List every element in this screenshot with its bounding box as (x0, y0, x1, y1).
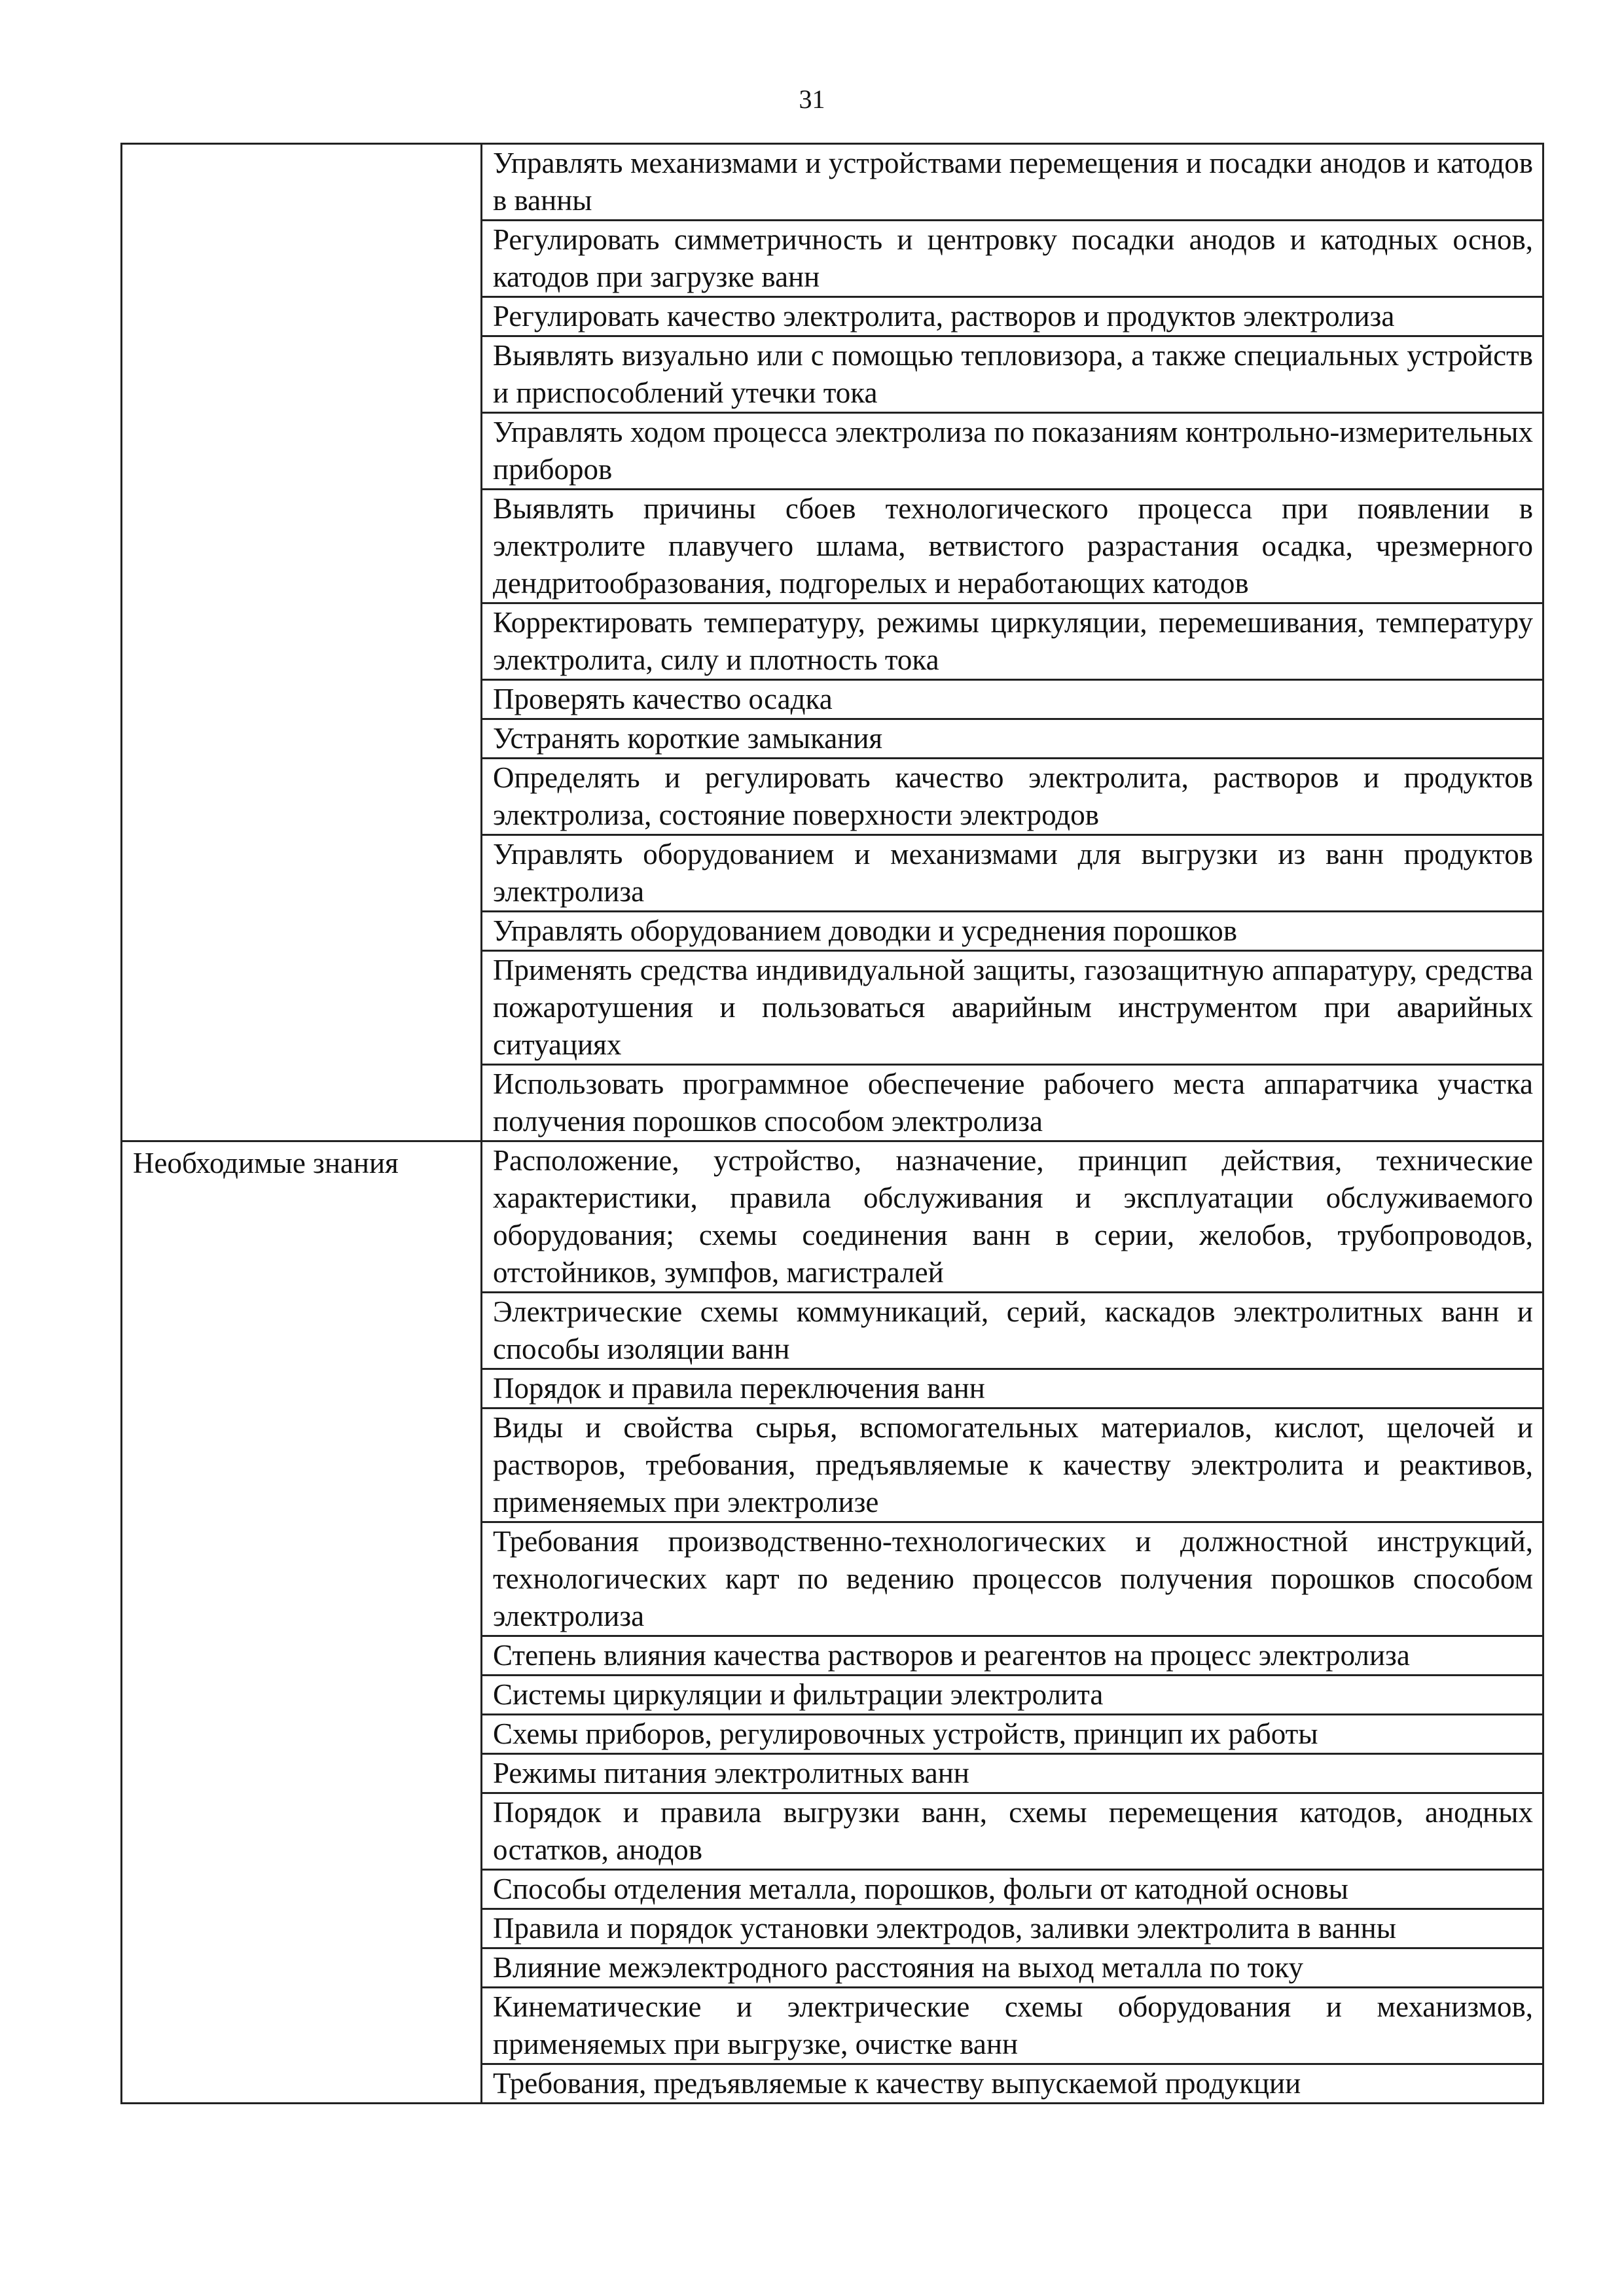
requirement-item: Схемы приборов, регулировочных устройств, принцип их работы (482, 1715, 1543, 1754)
requirement-item: Режимы питания электролитных ванн (482, 1754, 1543, 1793)
page-number: 31 (799, 84, 825, 114)
requirements-table (120, 143, 1544, 2104)
requirement-item: Виды и свойства сырья, вспомогательных материалов, кислот, щелочей и растворов, требования, предъявляемые к качеству электролита и реактивов, применяемых при электролизе (482, 1408, 1543, 1522)
requirement-item: Регулировать симметричность и центровку посадки анодов и катодных основ, катодов при загрузке ванн (482, 221, 1543, 297)
requirement-item: Применять средства индивидуальной защиты, газозащитную аппаратуру, средства пожаротушения и пользоваться аварийным инструментом при аварийных ситуациях (482, 951, 1543, 1065)
requirement-item: Регулировать качество электролита, растворов и продуктов электролиза (482, 297, 1543, 336)
requirement-item: Корректировать температуру, режимы циркуляции, перемешивания, температуру электролита, силу и плотность тока (482, 603, 1543, 680)
requirement-item: Порядок и правила переключения ванн (482, 1369, 1543, 1408)
requirement-item: Требования, предъявляемые к качеству выпускаемой продукции (482, 2064, 1543, 2104)
requirement-item: Определять и регулировать качество электролита, растворов и продуктов электролиза, состояние поверхности электродов (482, 759, 1543, 835)
section-label-text (133, 145, 471, 147)
requirement-item: Степень влияния качества растворов и реагентов на процесс электролиза (482, 1636, 1543, 1676)
requirement-item: Использовать программное обеспечение рабочего места аппаратчика участка получения порошков способом электролиза (482, 1065, 1543, 1141)
requirement-item: Управлять ходом процесса электролиза по показаниям контрольно-измерительных приборов (482, 413, 1543, 490)
section-label (122, 1141, 482, 2104)
requirement-item: Управлять оборудованием доводки и усреднения порошков (482, 912, 1543, 951)
requirement-item: Влияние межэлектродного расстояния на выход металла по току (482, 1948, 1543, 1988)
requirement-item: Управлять механизмами и устройствами перемещения и посадки анодов и катодов в ванны (482, 144, 1543, 221)
requirement-item: Проверять качество осадка (482, 680, 1543, 719)
section-label-text: Необходимые знания (133, 1147, 399, 1179)
requirement-item: Требования производственно-технологических и должностной инструкций, технологических карт по ведению процессов получения порошков способом электролиза (482, 1522, 1543, 1636)
requirement-item: Расположение, устройство, назначение, принцип действия, технические характеристики, правила обслуживания и эксплуатации обслуживаемого оборудования; схемы соединения ванн в серии, желобов, трубопроводов, отстойников, зумпфов, магистралей (482, 1141, 1543, 1293)
requirement-item: Электрические схемы коммуникаций, серий, каскадов электролитных ванн и способы изоляции ванн (482, 1293, 1543, 1369)
table-row (122, 1141, 1543, 1293)
requirement-item: Выявлять причины сбоев технологического процесса при появлении в электролите плавучего шлама, ветвистого разрастания осадка, чрезмерного дендритообразования, подгорелых и неработающих катодов (482, 490, 1543, 603)
requirement-item: Правила и порядок установки электродов, заливки электролита в ванны (482, 1909, 1543, 1948)
requirement-item: Устранять короткие замыкания (482, 719, 1543, 759)
requirement-item: Порядок и правила выгрузки ванн, схемы перемещения катодов, анодных остатков, анодов (482, 1793, 1543, 1870)
requirement-item: Способы отделения металла, порошков, фольги от катодной основы (482, 1870, 1543, 1909)
requirement-item: Управлять оборудованием и механизмами для выгрузки из ванн продуктов электролиза (482, 835, 1543, 912)
section-label-empty (122, 144, 482, 1141)
requirement-item: Кинематические и электрические схемы оборудования и механизмов, применяемых при выгрузке, очистке ванн (482, 1988, 1543, 2064)
requirement-item: Выявлять визуально или с помощью тепловизора, а также специальных устройств и приспособлений утечки тока (482, 336, 1543, 413)
requirement-item: Системы циркуляции и фильтрации электролита (482, 1676, 1543, 1715)
table-row (122, 144, 1543, 221)
